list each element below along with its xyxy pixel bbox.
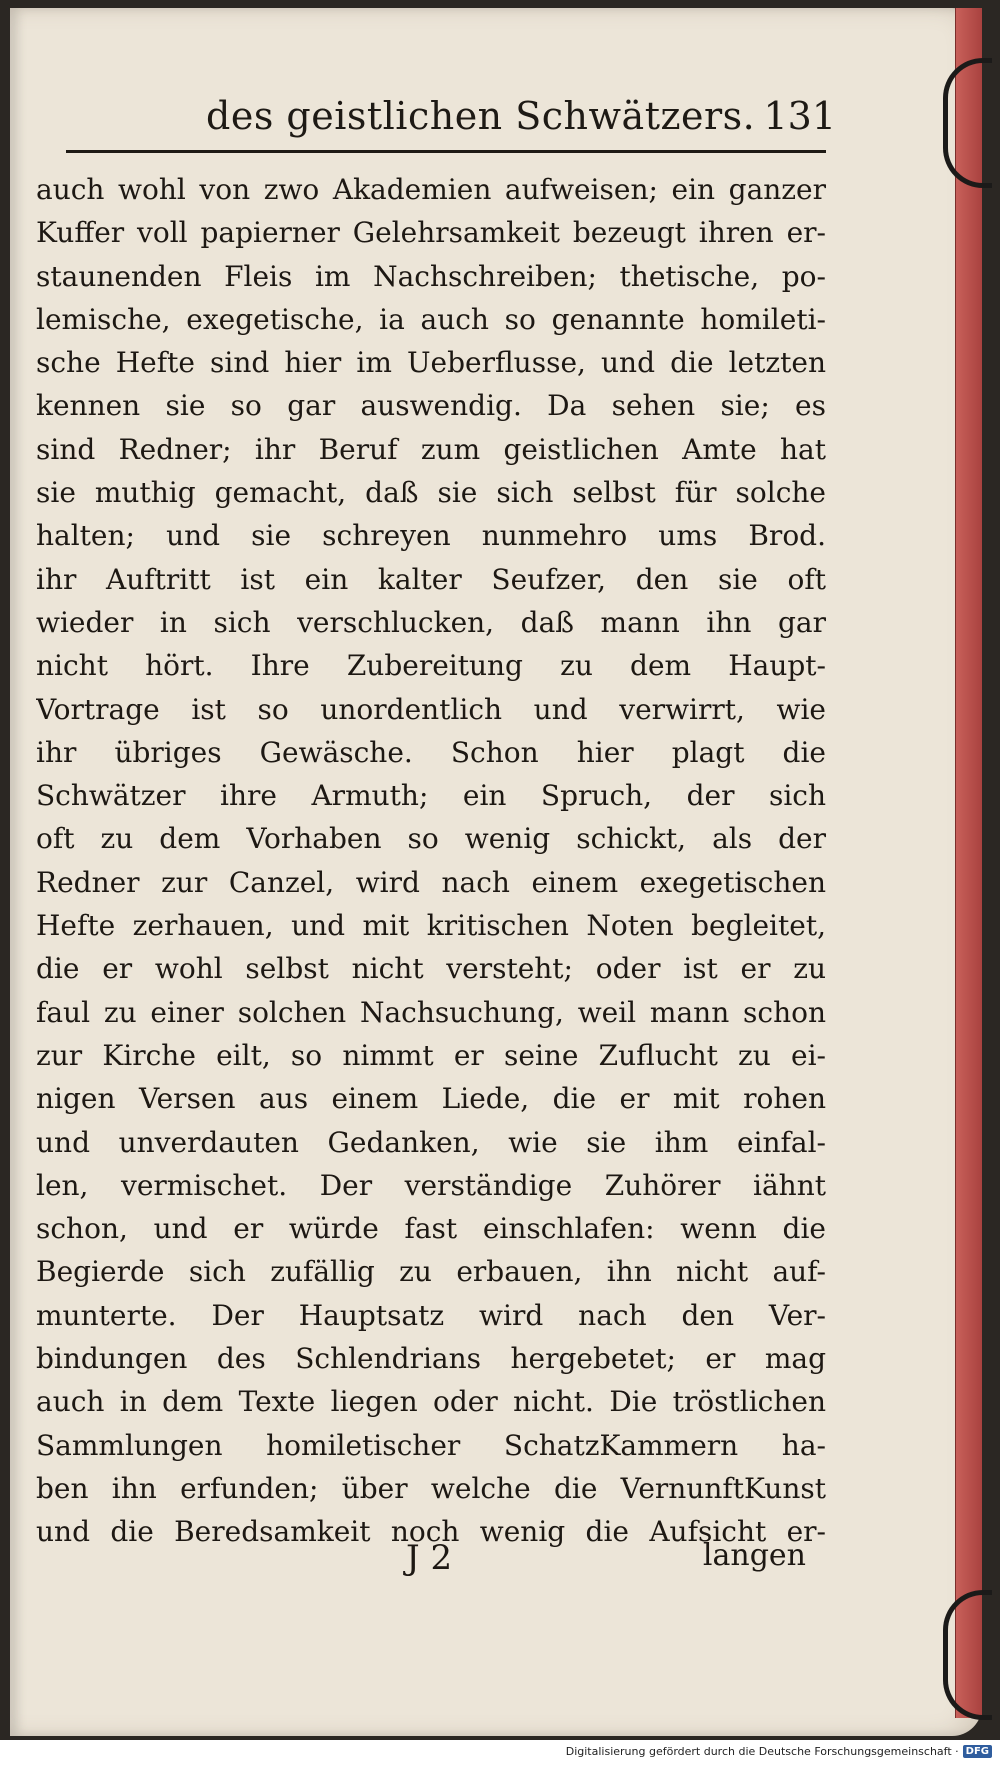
text-line: kennen sie so gar auswendig. Da sehen sie; es	[36, 389, 826, 423]
text-line: Vortrage ist so unordentlich und verwirrt, wie	[36, 692, 826, 726]
text-line: ihr übriges Gewäsche. Schon hier plagt die	[36, 735, 826, 769]
body-text	[36, 168, 826, 1554]
credit-line	[566, 1745, 992, 1758]
running-head: des geistlichen Schwätzers.	[206, 94, 756, 138]
text-line: sche Hefte sind hier im Ueberflusse, und die letzten	[36, 346, 826, 380]
page-footer	[36, 1538, 826, 1588]
text-line: schon, und er würde fast einschlafen: wenn die	[36, 1212, 826, 1246]
text-line: auch in dem Texte liegen oder nicht. Die tröstlichen	[36, 1385, 826, 1419]
text-line: len, vermischet. Der verständige Zuhörer iähnt	[36, 1168, 826, 1202]
text-line: oft zu dem Vorhaben so wenig schickt, als der	[36, 822, 826, 856]
book-clip-bottom	[943, 1590, 992, 1720]
text-line: sind Redner; ihr Beruf zum geistlichen Amte hat	[36, 432, 826, 466]
text-line: Schwätzer ihre Armuth; ein Spruch, der sich	[36, 779, 826, 813]
text-line: die er wohl selbst nicht versteht; oder ist er zu	[36, 952, 826, 986]
text-line: staunenden Fleis im Nachschreiben; thetische, po-	[36, 259, 826, 293]
text-line: Begierde sich zufällig zu erbauen, ihn nicht auf-	[36, 1255, 826, 1289]
text-line: und unverdauten Gedanken, wie sie ihm einfal-	[36, 1125, 826, 1159]
text-line: und die Beredsamkeit noch wenig die Aufsicht er-	[36, 1515, 826, 1549]
credit-text: Digitalisierung gefördert durch die Deutsche Forschungsgemeinschaft ·	[565, 1745, 959, 1758]
text-line: nigen Versen aus einem Liede, die er mit rohen	[36, 1082, 826, 1116]
dfg-logo: DFG	[963, 1745, 992, 1758]
page-header	[36, 94, 836, 154]
text-line: bindungen des Schlendrians hergebetet; er mag	[36, 1342, 826, 1376]
page-edge	[955, 8, 982, 1718]
text-line: Redner zur Canzel, wird nach einem exegetischen	[36, 865, 826, 899]
page-number: 131	[763, 94, 836, 138]
text-line: halten; und sie schreyen nunmehro ums Brod.	[36, 519, 826, 553]
signature-mark: J 2	[406, 1538, 453, 1578]
text-line: sie muthig gemacht, daß sie sich selbst für solche	[36, 476, 826, 510]
text-line: munterte. Der Hauptsatz wird nach den Ver-	[36, 1298, 826, 1332]
credit-bar	[0, 1740, 1000, 1769]
text-line: faul zu einer solchen Nachsuchung, weil mann schon	[36, 995, 826, 1029]
text-line: Sammlungen homiletischer SchatzKammern ha-	[36, 1428, 826, 1462]
text-line: zur Kirche eilt, so nimmt er seine Zuflucht zu ei-	[36, 1038, 826, 1072]
text-line: nicht hört. Ihre Zubereitung zu dem Haupt-	[36, 649, 826, 683]
header-rule	[66, 150, 826, 153]
book-clip-top	[943, 58, 992, 188]
text-line: lemische, exegetische, ia auch so genannte homileti-	[36, 302, 826, 336]
text-line: ihr Auftritt ist ein kalter Seufzer, den sie oft	[36, 562, 826, 596]
text-line: wieder in sich verschlucken, daß mann ihn gar	[36, 605, 826, 639]
text-line: Hefte zerhauen, und mit kritischen Noten begleitet,	[36, 909, 826, 943]
text-line: ben ihn erfunden; über welche die VernunftKunst	[36, 1471, 826, 1505]
text-line: auch wohl von zwo Akademien aufweisen; ein ganzer	[36, 173, 826, 206]
catchword: langen	[702, 1538, 806, 1573]
text-line: Kuffer voll papierner Gelehrsamkeit bezeugt ihren er-	[36, 216, 826, 250]
book-page	[10, 8, 982, 1736]
